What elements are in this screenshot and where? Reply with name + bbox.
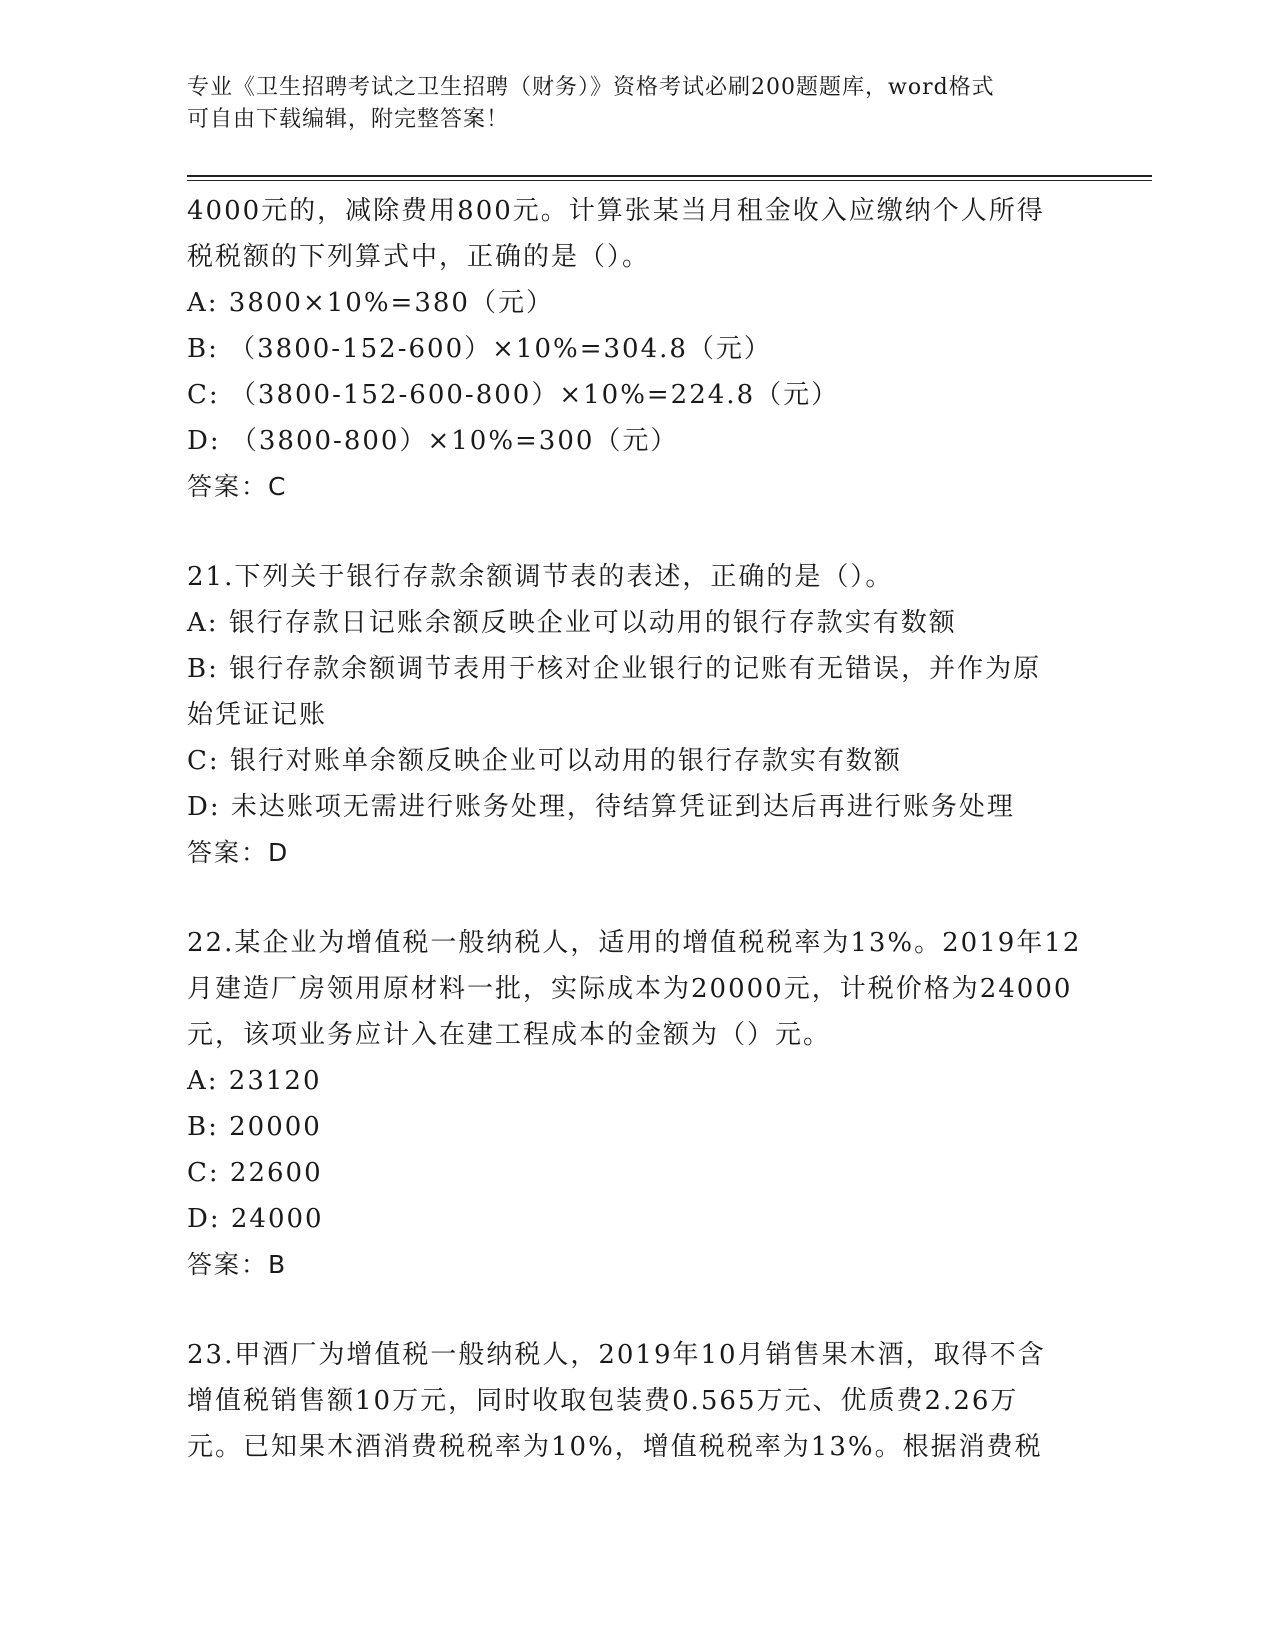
question-text-line: 23.甲酒厂为增值税一般纳税人，2019年10月销售果木酒，取得不含 bbox=[187, 1340, 1046, 1370]
answer-line: 答案：D bbox=[187, 838, 290, 867]
header-divider-thick bbox=[187, 175, 1152, 177]
question-text-line: 税税额的下列算式中，正确的是（）。 bbox=[187, 242, 651, 272]
option-a: A: 3800×10%=380（元） bbox=[187, 288, 554, 318]
option-a: A: 23120 bbox=[187, 1066, 322, 1096]
header-line-1: 专业《卫生招聘考试之卫生招聘（财务）》资格考试必刷200题题库，word格式 bbox=[187, 75, 995, 100]
question-text-line: 21.下列关于银行存款余额调节表的表述，正确的是（）。 bbox=[187, 562, 894, 592]
option-d: D: 未达账项无需进行账务处理，待结算凭证到达后再进行账务处理 bbox=[187, 792, 1015, 822]
question-text-line: 元。已知果木酒消费税税率为10%，增值税税率为13%。根据消费税 bbox=[187, 1432, 1043, 1462]
option-b: B: 20000 bbox=[187, 1112, 322, 1142]
spacer bbox=[187, 510, 1087, 554]
option-b: B: 银行存款余额调节表用于核对企业银行的记账有无错误，并作为原 bbox=[187, 654, 1042, 684]
question-20 bbox=[187, 188, 1087, 510]
answer-line: 答案：B bbox=[187, 1250, 288, 1279]
header-line-2: 可自由下载编辑，附完整答案！ bbox=[187, 107, 510, 132]
question-text-line: 增值税销售额10万元，同时收取包装费0.565万元、优质费2.26万 bbox=[187, 1386, 1019, 1416]
spacer bbox=[187, 876, 1087, 920]
document-header bbox=[187, 72, 1067, 136]
question-text-line: 月建造厂房领用原材料一批，实际成本为20000元，计税价格为24000 bbox=[187, 974, 1073, 1004]
question-22 bbox=[187, 920, 1087, 1288]
option-b: B: （3800-152-600）×10%=304.8（元） bbox=[187, 334, 772, 364]
option-d: D: 24000 bbox=[187, 1204, 324, 1234]
header-divider-thin bbox=[187, 180, 1152, 181]
option-b-continued: 始凭证记账 bbox=[187, 700, 328, 730]
option-a: A: 银行存款日记账余额反映企业可以动用的银行存款实有数额 bbox=[187, 608, 957, 638]
option-c: C: （3800-152-600-800）×10%=224.8（元） bbox=[187, 380, 840, 410]
spacer bbox=[187, 1288, 1087, 1332]
document-body bbox=[187, 188, 1087, 1470]
option-c: C: 银行对账单余额反映企业可以动用的银行存款实有数额 bbox=[187, 746, 902, 776]
question-text-line: 元，该项业务应计入在建工程成本的金额为（）元。 bbox=[187, 1020, 832, 1050]
question-text-line: 22.某企业为增值税一般纳税人，适用的增值税税率为13%。2019年12 bbox=[187, 928, 1082, 958]
option-c: C: 22600 bbox=[187, 1158, 323, 1188]
question-21 bbox=[187, 554, 1087, 876]
question-text-line: 4000元的，减除费用800元。计算张某当月租金收入应缴纳个人所得 bbox=[187, 196, 1045, 226]
answer-line: 答案：C bbox=[187, 472, 288, 501]
question-23 bbox=[187, 1332, 1087, 1470]
option-d: D: （3800-800）×10%=300（元） bbox=[187, 426, 679, 456]
